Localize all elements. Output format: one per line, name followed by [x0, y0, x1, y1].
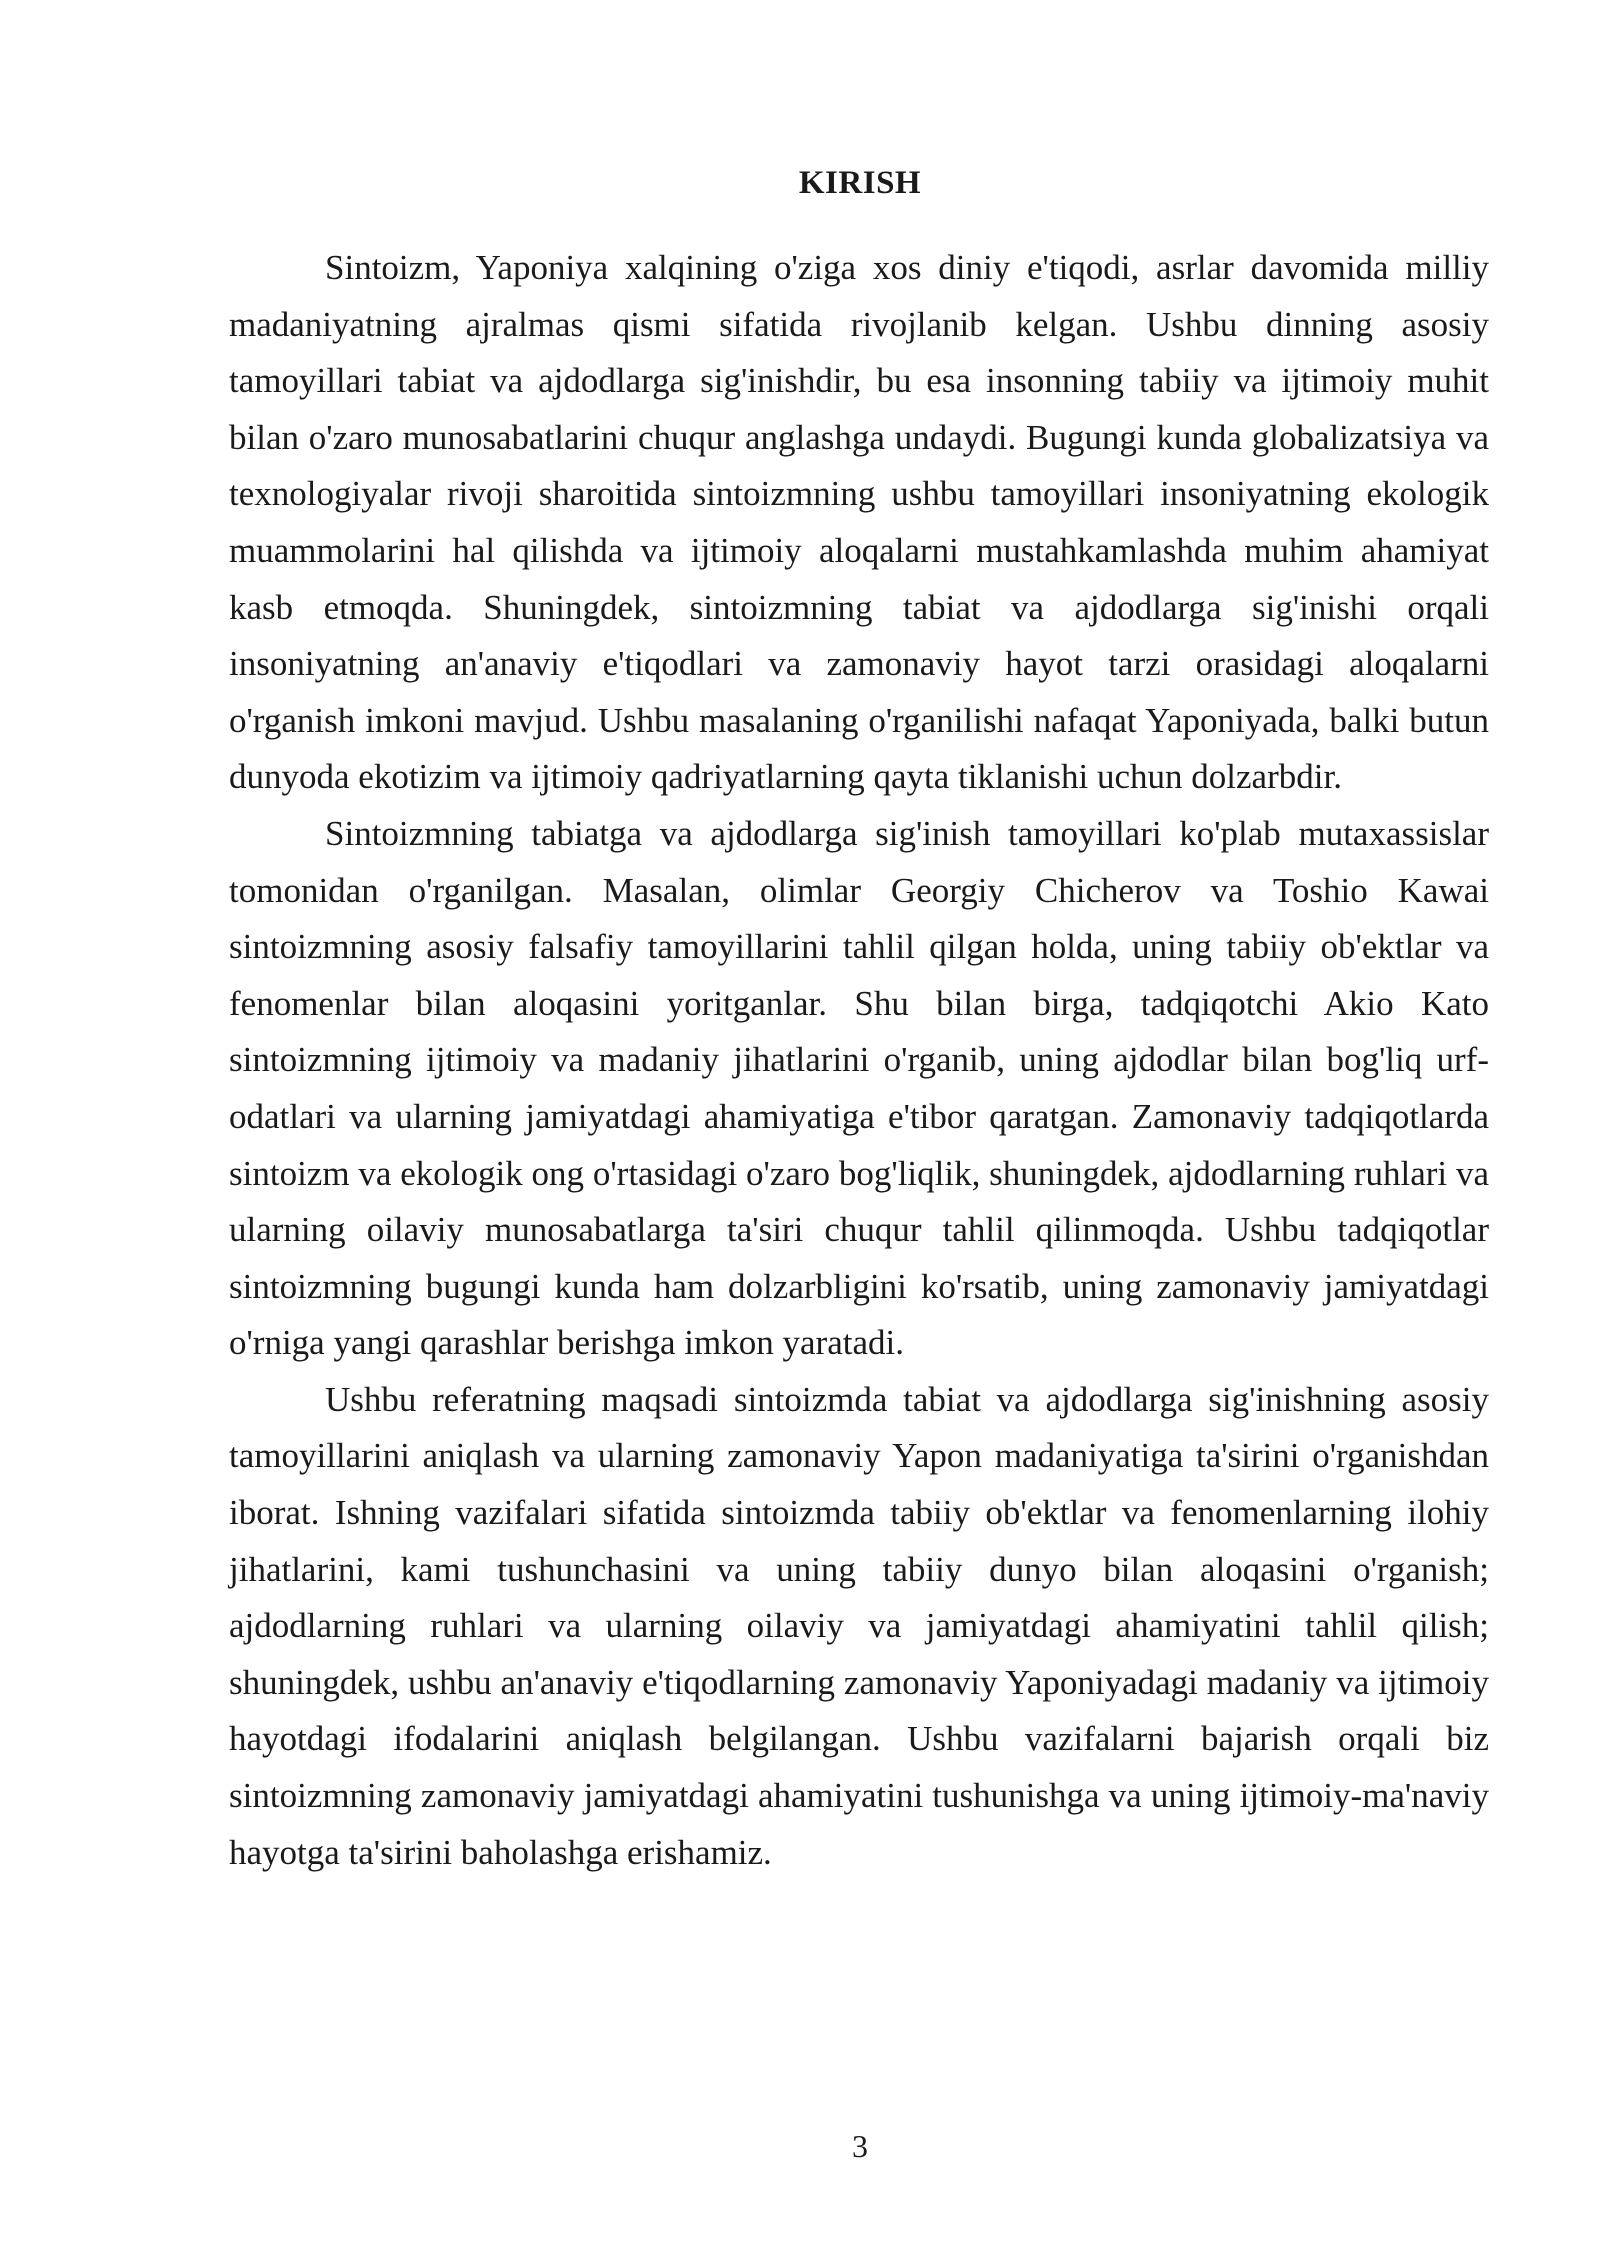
body-text [229, 240, 1489, 1881]
section-heading: KIRISH [798, 165, 922, 201]
paragraph-aims-and-tasks: Ushbu referatning maqsadi sintoizmda tabiat va ajdodlarga sig'inishning asosiy tamoyillarini aniqlash va ularning zamonaviy Yapon madaniyatiga ta'sirini o'rganishdan iborat. Ishning vazifalari sifatida sintoizmda tabiiy ob'ektlar va fenomenlarning ilohiy jihatlarini, kami tushunchasini va uning tabiiy dunyo bilan aloqasini o'rganish; ajdodlarning ruhlari va ularning oilaviy va jamiyatdagi ahamiyatini tahlil qilish; shuningdek, ushbu an'anaviy e'tiqodlarning zamonaviy Yaponiyadagi madaniy va ijtimoiy hayotdagi ifodalarini aniqlash belgilangan. Ushbu vazifalarni bajarish orqali biz sintoizmning zamonaviy jamiyatdagi ahamiyatini tushunishga va uning ijtimoiy-ma'naviy hayotga ta'sirini baholashga erishamiz. [229, 1379, 1489, 1872]
paragraph-literature-review: Sintoizmning tabiatga va ajdodlarga sig'inish tamoyillari ko'plab mutaxassislar tomonidan o'rganilgan. Masalan, olimlar Georgiy Chicherov va Toshio Kawai sintoizmning asosiy falsafiy tamoyillarini tahlil qilgan holda, uning tabiiy ob'ektlar va fenomenlar bilan aloqasini yoritganlar. Shu bilan birga, tadqiqotchi Akio Kato sintoizmning ijtimoiy va madaniy jihatlarini o'rganib, uning ajdodlar bilan bog'liq urf-odatlari va ularning jamiyatdagi ahamiyatiga e'tibor qaratgan. Zamonaviy tadqiqotlarda sintoizm va ekologik ong o'rtasidagi o'zaro bog'liqlik, shuningdek, ajdodlarning ruhlari va ularning oilaviy munosabatlarga ta'siri chuqur tahlil qilinmoqda. Ushbu tadqiqotlar sintoizmning bugungi kunda ham dolzarbligini ko'rsatib, uning zamonaviy jamiyatdagi o'rniga yangi qarashlar berishga imkon yaratadi. [229, 813, 1489, 1363]
paragraph-introduction: Sintoizm, Yaponiya xalqining o'ziga xos diniy e'tiqodi, asrlar davomida milliy madaniyatning ajralmas qismi sifatida rivojlanib kelgan. Ushbu dinning asosiy tamoyillari tabiat va ajdodlarga sig'inishdir, bu esa insonning tabiiy va ijtimoiy muhit bilan o'zaro munosabatlarini chuqur anglashga undaydi. Bugungi kunda globalizatsiya va texnologiyalar rivoji sharoitida sintoizmning ushbu tamoyillari insoniyatning ekologik muammolarini hal qilishda va ijtimoiy aloqalarni mustahkamlashda muhim ahamiyat kasb etmoqda. Shuningdek, sintoizmning tabiat va ajdodlarga sig'inishi orqali insoniyatning an'anaviy e'tiqodlari va zamonaviy hayot tarzi orasidagi aloqalarni o'rganish imkoni mavjud. Ushbu masalaning o'rganilishi nafaqat Yaponiyada, balki butun dunyoda ekotizim va ijtimoiy qadriyatlarning qayta tiklanishi uchun dolzarbdir. [229, 248, 1489, 797]
page-number: 3 [852, 2128, 868, 2164]
